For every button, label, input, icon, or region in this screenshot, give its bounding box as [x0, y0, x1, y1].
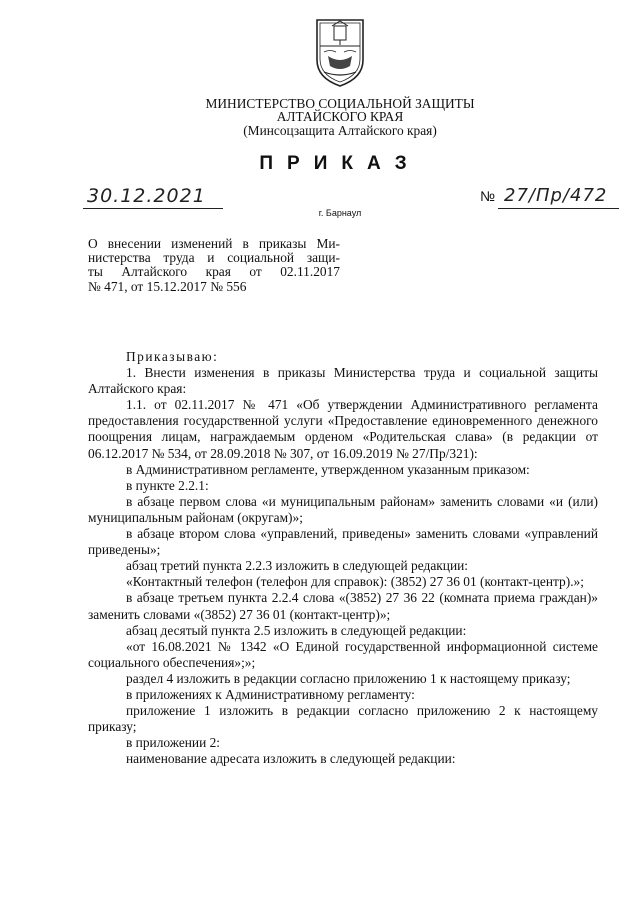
body-paragraph: 1. Внести изменения в приказы Министерства труда и социальной защиты Алтайского края:: [88, 365, 598, 397]
body-paragraph: приложение 1 изложить в редакции согласно приложению 2 к настоящему приказу;: [88, 703, 598, 735]
order-number-label: №: [480, 188, 496, 204]
body-paragraph: 1.1. от 02.11.2017 № 471 «Об утверждении Административного регламента предоставления государственной услуги «Предоставление единовременного денежного поощрения лицам, награждаемым орденом «Родительская слава» (в редакции от 06.12.2017 № 534, от 28.09.2018 № 307, от 16.09.2019 № 27/Пр/321):: [88, 397, 598, 461]
body-paragraph: в абзаце третьем пункта 2.2.4 слова «(3852) 27 36 22 (комната приема граждан)» заменить словами «(3852) 27 36 01 (контакт-центр)»;: [88, 590, 598, 622]
ministry-name-line1: МИНИСТЕРСТВО СОЦИАЛЬНОЙ ЗАЩИТЫ: [205, 96, 475, 111]
body-paragraph: Приказываю:: [126, 349, 219, 364]
body-paragraph: наименование адресата изложить в следующей редакции:: [126, 751, 456, 767]
body-paragraph: «от 16.08.2021 № 1342 «О Единой государственной информационной системе социального обеспечения»;»;: [88, 638, 598, 670]
order-body: [88, 349, 598, 767]
order-date: 30.12.2021: [83, 184, 223, 209]
body-paragraph: в приложениях к Административному регламенту:: [126, 686, 415, 702]
body-paragraph: абзац десятый пункта 2.5 изложить в следующей редакции:: [126, 622, 467, 638]
body-paragraph: абзац третий пункта 2.2.3 изложить в следующей редакции:: [126, 558, 468, 574]
ministry-short-name: (Минсоцзащита Алтайского края): [243, 123, 437, 138]
subject-line: № 471, от 15.12.2017 № 556: [88, 278, 247, 294]
coat-of-arms-emblem: [314, 16, 366, 88]
body-paragraph: в Административном регламенте, утвержденном указанным приказом:: [126, 461, 530, 477]
body-paragraph: в абзаце втором слова «управлений, приведены» заменить словами «управлений приведены»;: [88, 526, 598, 558]
order-number: 27/Пр/472: [498, 184, 619, 209]
body-paragraph: в пункте 2.2.1:: [126, 477, 209, 493]
subject-line: ты Алтайского края от 02.11.2017: [88, 264, 340, 280]
body-paragraph: в абзаце первом слова «и муниципальным районам» заменить словами «и (или) муниципальным районам (округам)»;: [88, 493, 598, 525]
document-title: ПРИКАЗ: [259, 153, 421, 174]
ministry-name-line2: АЛТАЙСКОГО КРАЯ: [276, 109, 404, 124]
body-paragraph: «Контактный телефон (телефон для справок): (3852) 27 36 01 (контакт-центр).»;: [126, 574, 584, 590]
subject-line: О внесении изменений в приказы Ми-: [88, 236, 340, 251]
body-paragraph: раздел 4 изложить в редакции согласно приложению 1 к настоящему приказу;: [126, 670, 571, 686]
body-paragraph: в приложении 2:: [126, 735, 221, 751]
order-subject: [88, 237, 340, 294]
city-name: г. Барнаул: [318, 208, 362, 218]
subject-line: нистерства труда и социальной защи-: [88, 250, 340, 266]
